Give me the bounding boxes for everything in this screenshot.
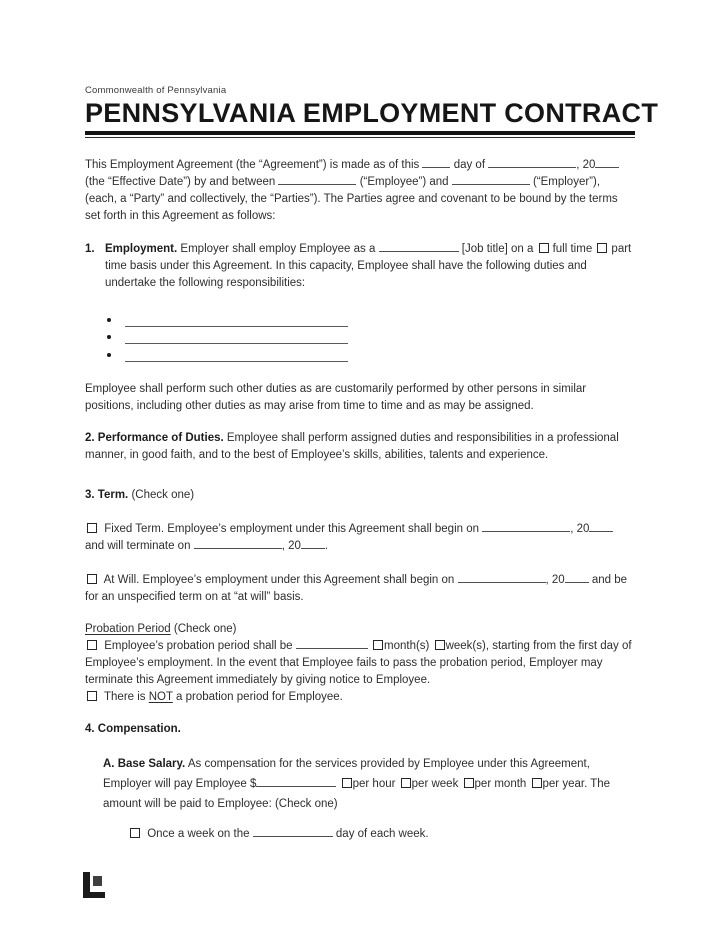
no-probation-checkbox[interactable] [87,691,97,701]
once-a-week-text-2: day of each week. [335,827,429,840]
document-page [85,0,659,899]
probation-heading: Probation Period [85,622,171,635]
per-month-label: per month [474,777,527,790]
section-compensation [85,721,635,738]
at-will-text-2: , 20 [545,573,565,586]
salary-amount-blank[interactable] [256,776,336,787]
fixed-term-text-1: Employee’s employment under this Agreement shall begin on [167,522,480,535]
per-hour-checkbox[interactable] [342,778,352,788]
per-hour-label: per hour [352,777,396,790]
section-term-heading: 3. Term. [85,488,129,501]
no-probation-text-1: There is [104,690,146,703]
section-term [85,487,635,504]
once-a-week-option [128,826,635,843]
intro-paragraph [85,157,635,225]
months-label: month(s) [384,639,430,652]
day-blank[interactable] [422,157,450,168]
fixed-term-text-4: , 20 [281,539,301,552]
footer [82,871,635,899]
intro-text-2: day of [453,159,486,171]
once-a-week-text-1: Once a week on the [147,827,250,840]
duty-blank-1[interactable] [125,315,348,327]
fixed-term-text-2: , 20 [570,522,590,535]
part-time-checkbox[interactable] [597,243,607,253]
per-year-checkbox[interactable] [532,778,542,788]
full-time-label: full time [552,243,593,255]
section-performance [85,430,635,464]
duty-item [107,309,635,327]
no-probation-not: NOT [148,690,173,703]
fixed-term-label: Fixed Term. [104,522,165,535]
section-number: 1. [85,243,95,255]
payday-blank[interactable] [253,826,333,837]
performance-body: Employee shall perform assigned duties and responsibilities in a professional manner, in good faith, and to the best of Employee’s skills, abilities, talents and experience. [85,431,619,461]
per-week-label: per week [411,777,459,790]
month-blank[interactable] [488,157,576,168]
base-salary-label: A. Base Salary. [103,757,186,770]
fixed-term-text-3: and will terminate on [85,539,191,552]
duty-item [107,344,635,362]
probation-check-note: (Check one) [173,622,237,635]
per-year-label: per year. The amount will be paid to Employee: (Check one) [103,777,611,810]
base-salary-text-1: As compensation for the services provided by Employee under this Agreement, Employer will pay Employee $ [103,757,590,790]
weeks-checkbox[interactable] [435,640,445,650]
probation-option-1 [85,638,635,689]
part-time-label: part time basis under this Agreement. In this capacity, Employee shall have the following duties and undertake the following responsibilities: [105,243,632,289]
section-employment [85,241,635,292]
employer-name-blank[interactable] [452,174,530,185]
jurisdiction-label: Commonwealth of Pennsylvania [85,85,227,96]
duty-blank-3[interactable] [125,350,348,362]
probation-period-checkbox[interactable] [87,640,97,650]
job-title-blank[interactable] [379,241,459,252]
intro-text-3: , 20 [576,159,596,171]
bullet-icon [107,318,111,322]
probation-option-2 [85,689,635,706]
intro-text-1: This Employment Agreement (the “Agreement”) is made as of this [85,159,420,171]
bullet-icon [107,335,111,339]
at-will-checkbox[interactable] [87,574,97,584]
full-time-checkbox[interactable] [539,243,549,253]
employment-text-1: Employer shall employ Employee as a [180,243,376,255]
probation-length-blank[interactable] [296,638,368,649]
at-will-begin-date-blank[interactable] [458,572,546,583]
intro-text-6: (“Employer”), (each, a “Party” and collectively, the “Parties”). The Parties agree and covenant to be bound by the terms set forth in this Agreement as follows: [85,176,618,222]
end-year-blank[interactable] [301,538,325,549]
duty-item [107,327,635,345]
fixed-term-checkbox[interactable] [87,523,97,533]
weeks-label: week(s), starting from the first day of Employee’s employment. In the event that Employee fails to pass the probation period, Employer may terminate this Agreement immediately by giving notice to Employee. [85,639,632,686]
months-checkbox[interactable] [373,640,383,650]
intro-text-5: (“Employee”) and [359,176,449,188]
at-will-begin-year-blank[interactable] [565,572,589,583]
probation-section [85,621,635,706]
section-compensation-heading: 4. Compensation. [85,722,181,735]
bullet-icon [107,353,111,357]
duties-list [107,309,635,362]
document-title: PENNSYLVANIA EMPLOYMENT CONTRACT [85,98,659,128]
employee-name-blank[interactable] [278,174,356,185]
section-employment-heading: Employment. [105,243,178,255]
term-check-note: (Check one) [131,488,195,501]
fixed-term-option [85,521,635,555]
at-will-text-1: Employee’s employment under this Agreement shall begin on [142,573,455,586]
end-date-blank[interactable] [194,538,282,549]
at-will-text-3: and be for an unspecified term on at “at will” basis. [85,573,628,603]
title-rule-thick [85,131,635,135]
year-blank[interactable] [595,157,619,168]
other-duties-paragraph: Employee shall perform such other duties as are customarily performed by other persons in similar positions, including other duties as may arise from time to time and as may be assigned. [85,382,587,412]
begin-year-blank[interactable] [589,521,613,532]
legal-templates-logo-icon [82,871,106,899]
per-week-checkbox[interactable] [401,778,411,788]
title-rule-thin [85,137,635,138]
once-a-week-checkbox[interactable] [130,828,140,838]
intro-text-4: (the “Effective Date”) by and between [85,176,276,188]
at-will-option [85,572,635,606]
begin-date-blank[interactable] [482,521,570,532]
probation-heading-row [85,621,635,638]
employment-text-2: [Job title] on a [461,243,534,255]
per-month-checkbox[interactable] [464,778,474,788]
fixed-term-text-5: . [324,539,329,552]
no-probation-text-2: a probation period for Employee. [176,690,343,703]
at-will-label: At Will. [103,573,140,586]
section-performance-heading: 2. Performance of Duties. [85,431,224,444]
duty-blank-2[interactable] [125,332,348,344]
probation-text-1: Employee’s probation period shall be [104,639,293,652]
base-salary-paragraph [103,754,635,814]
